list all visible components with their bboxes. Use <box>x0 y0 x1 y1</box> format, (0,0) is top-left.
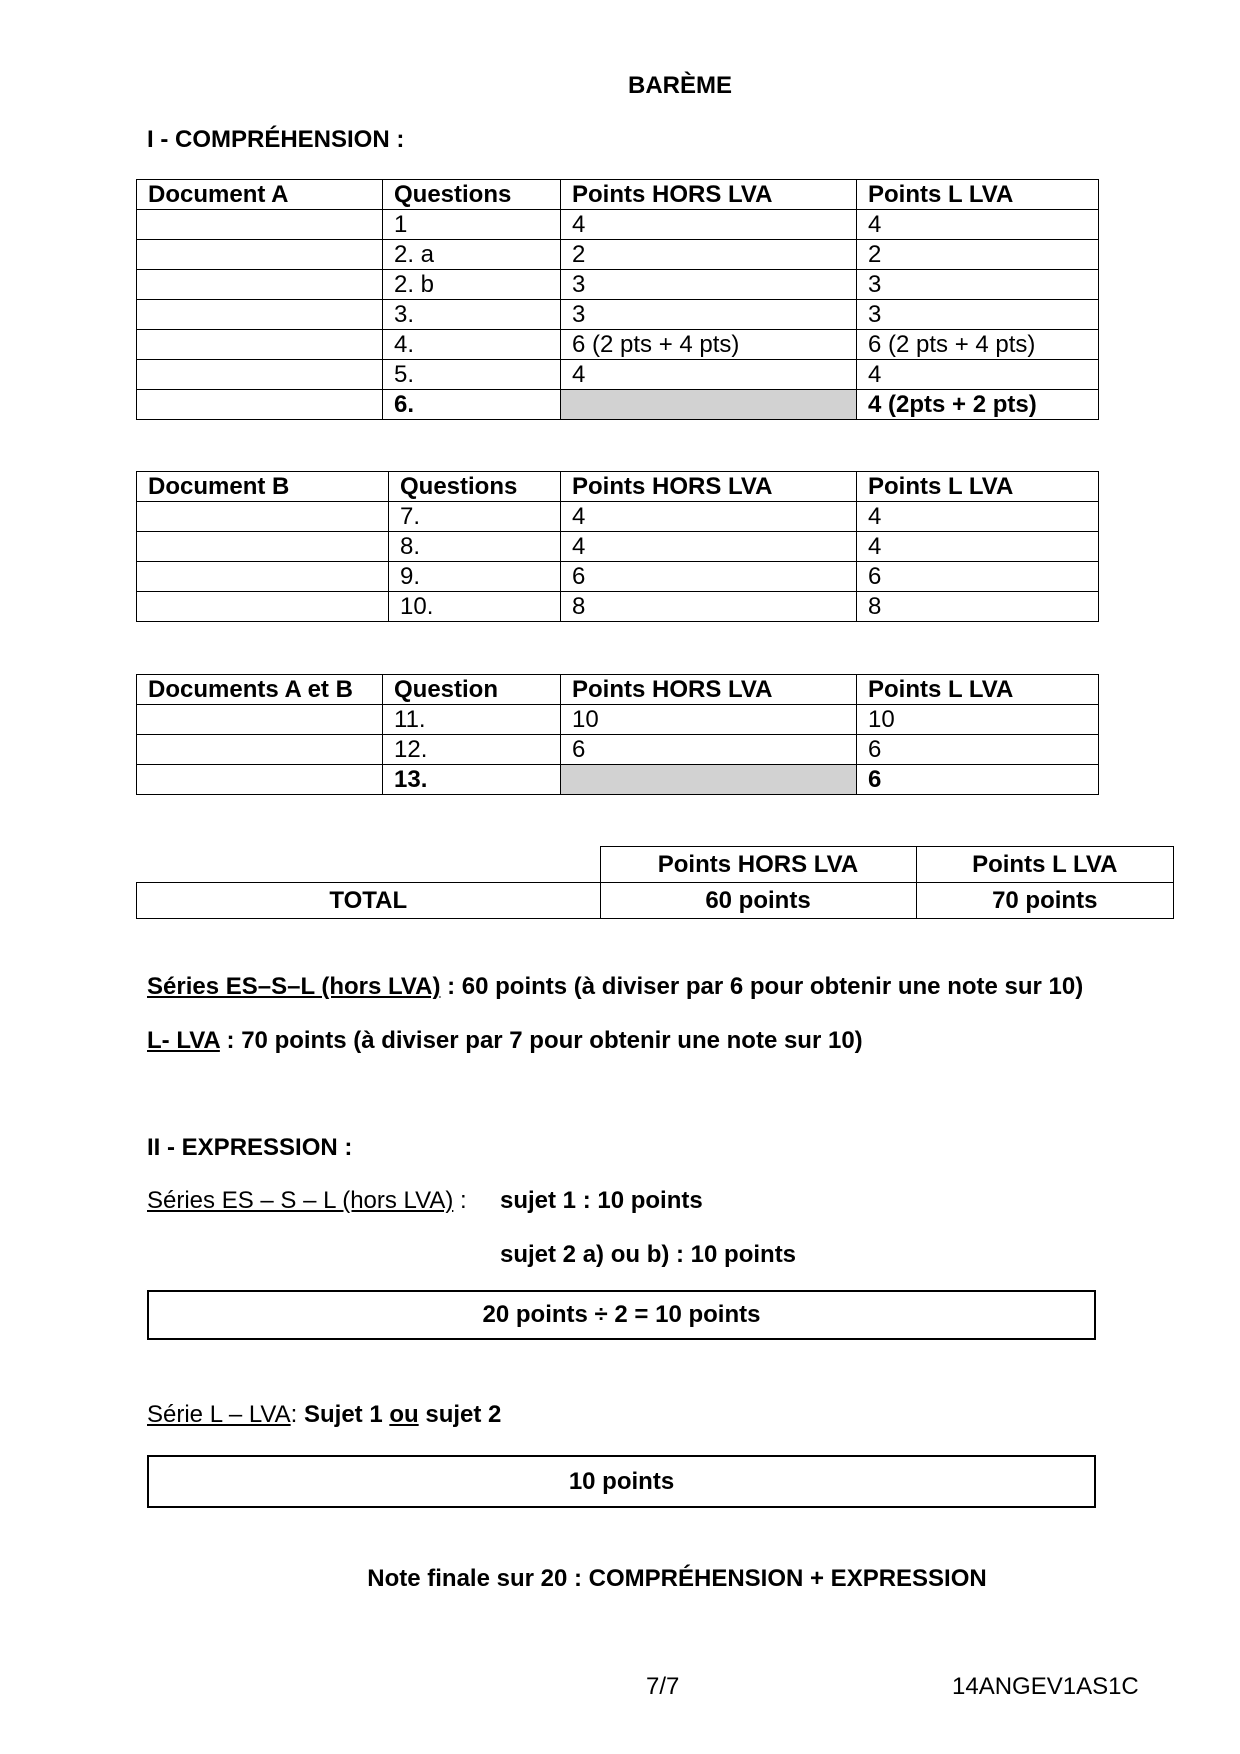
header-question: Question <box>383 675 561 705</box>
note-l-lva <box>147 1026 863 1056</box>
hors-cell: 4 <box>561 502 857 532</box>
table-row <box>137 210 1099 240</box>
header-points-l-lva: Points L LVA <box>857 180 1099 210</box>
note-l-lva-label: L- LVA <box>147 1027 220 1054</box>
question-cell: 4. <box>383 330 561 360</box>
sujet2-line: sujet 2 a) ou b) : 10 points <box>500 1241 797 1268</box>
header-questions: Questions <box>389 472 561 502</box>
l-cell: 3 <box>857 300 1099 330</box>
table-row <box>137 300 1099 330</box>
question-cell: 8. <box>389 532 561 562</box>
expression-series1 <box>147 1186 467 1216</box>
series2-text-b: sujet 2 <box>418 1401 502 1428</box>
table-row <box>137 360 1099 390</box>
header-questions: Questions <box>383 180 561 210</box>
header-points-hors-lva: Points HORS LVA <box>561 472 857 502</box>
table-row <box>137 705 1099 735</box>
table-documents-a-et-b <box>136 674 1099 795</box>
table-row <box>137 562 1099 592</box>
l-cell: 8 <box>857 592 1099 622</box>
page-number: 7/7 <box>646 1673 680 1700</box>
final-note: Note finale sur 20 : COMPRÉHENSION + EXPRESSION <box>367 1565 987 1592</box>
question-cell: 2. a <box>383 240 561 270</box>
l-cell: 10 <box>857 705 1099 735</box>
l-cell: 4 <box>857 360 1099 390</box>
question-cell: 3. <box>383 300 561 330</box>
l-cell: 4 <box>857 210 1099 240</box>
l-cell: 6 <box>857 562 1099 592</box>
series2-ou: ou <box>389 1401 419 1428</box>
table-row <box>137 270 1099 300</box>
table-row <box>137 532 1099 562</box>
table-row <box>137 330 1099 360</box>
l-cell: 6 (2 pts + 4 pts) <box>857 330 1099 360</box>
hors-cell: 2 <box>561 240 857 270</box>
document-code: 14ANGEV1AS1C <box>952 1673 1139 1700</box>
table-header-row <box>137 675 1099 705</box>
question-cell: 2. b <box>383 270 561 300</box>
question-cell: 13. <box>383 765 561 795</box>
l-cell: 6 <box>857 765 1099 795</box>
hors-cell: 4 <box>561 210 857 240</box>
table-header-row <box>137 180 1099 210</box>
table-row <box>137 390 1099 420</box>
l-cell: 6 <box>857 735 1099 765</box>
shaded-cell <box>561 390 857 420</box>
table-document-b <box>136 471 1099 622</box>
note-l-lva-text: : 70 points (à diviser par 7 pour obtenir une note sur 10) <box>219 1027 863 1054</box>
question-cell: 9. <box>389 562 561 592</box>
header-points-hors-lva: Points HORS LVA <box>561 180 857 210</box>
series2-sep: : <box>290 1401 304 1428</box>
hors-cell: 4 <box>561 360 857 390</box>
header-document: Documents A et B <box>137 675 383 705</box>
expression-box-series2: 10 points <box>147 1455 1096 1508</box>
series2-text-a: Sujet 1 <box>303 1401 390 1428</box>
question-cell: 1 <box>383 210 561 240</box>
table-row <box>137 240 1099 270</box>
total-header-l: Points L LVA <box>916 847 1174 883</box>
page-title: BARÈME <box>627 72 732 99</box>
sujet1-line: sujet 1 : 10 points <box>500 1187 703 1214</box>
series1-label: Séries ES – S – L (hors LVA) <box>147 1187 454 1214</box>
hors-cell: 6 <box>561 735 857 765</box>
hors-cell: 6 (2 pts + 4 pts) <box>561 330 857 360</box>
expression-box-series1: 20 points ÷ 2 = 10 points <box>147 1290 1096 1340</box>
header-points-l-lva: Points L LVA <box>857 675 1099 705</box>
hors-cell: 8 <box>561 592 857 622</box>
header-document: Document B <box>137 472 389 502</box>
total-l: 70 points <box>916 883 1174 919</box>
total-table <box>136 846 1174 919</box>
hors-cell: 3 <box>561 300 857 330</box>
note-series-label: Séries ES–S–L (hors LVA) <box>147 973 441 1000</box>
question-cell: 10. <box>389 592 561 622</box>
question-cell: 7. <box>389 502 561 532</box>
table-row <box>137 735 1099 765</box>
table-header-row <box>137 472 1099 502</box>
hors-cell: 4 <box>561 532 857 562</box>
comprehension-heading: I - COMPRÉHENSION : <box>147 126 405 153</box>
hors-cell: 3 <box>561 270 857 300</box>
series2-label: Série L – LVA <box>147 1401 291 1428</box>
table-row <box>137 502 1099 532</box>
total-header-hors: Points HORS LVA <box>600 847 916 883</box>
question-cell: 12. <box>383 735 561 765</box>
l-cell: 4 <box>857 502 1099 532</box>
header-points-hors-lva: Points HORS LVA <box>561 675 857 705</box>
shaded-cell <box>561 765 857 795</box>
question-cell: 11. <box>383 705 561 735</box>
total-label: TOTAL <box>137 883 601 919</box>
hors-cell: 6 <box>561 562 857 592</box>
note-series-hors-lva <box>147 972 1083 1002</box>
total-row <box>137 883 1174 919</box>
series1-sep: : <box>453 1187 467 1214</box>
expression-heading: II - EXPRESSION : <box>147 1134 353 1161</box>
expression-series2 <box>147 1400 501 1430</box>
total-hors: 60 points <box>600 883 916 919</box>
l-cell: 4 (2pts + 2 pts) <box>857 390 1099 420</box>
l-cell: 4 <box>857 532 1099 562</box>
header-points-l-lva: Points L LVA <box>857 472 1099 502</box>
table-row <box>137 765 1099 795</box>
question-cell: 5. <box>383 360 561 390</box>
table-document-a <box>136 179 1099 420</box>
hors-cell: 10 <box>561 705 857 735</box>
l-cell: 3 <box>857 270 1099 300</box>
l-cell: 2 <box>857 240 1099 270</box>
header-document: Document A <box>137 180 383 210</box>
table-row <box>137 592 1099 622</box>
total-header-row <box>137 847 1174 883</box>
question-cell: 6. <box>383 390 561 420</box>
note-series-text: : 60 points (à diviser par 6 pour obtenir une note sur 10) <box>440 973 1084 1000</box>
